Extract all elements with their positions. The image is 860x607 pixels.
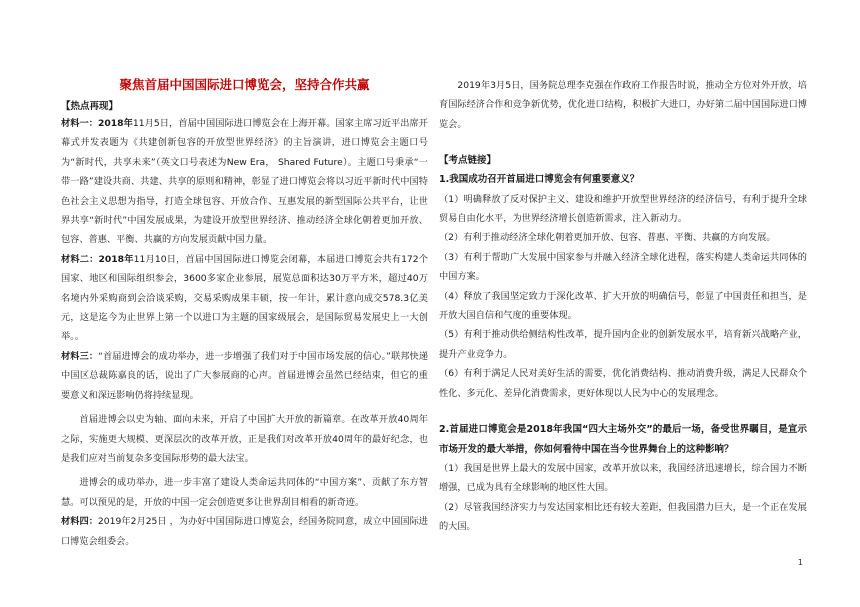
- q2-answer-1: （1）我国是世界上最大的发展中国家，改革开放以来，我国经济迅速增长，综合国力不断增强，已成为具有全球影响的地区性大国。: [439, 462, 807, 494]
- material-2-label: 材料二：2018年: [61, 253, 134, 265]
- left-column: [61, 76, 428, 551]
- material-3-label: 材料三：: [61, 350, 99, 362]
- exam-heading: 【考点链接】: [439, 155, 497, 167]
- q1-answer-3: （3）有利于帮助广大发展中国家参与并融入经济全球化进程，落实构建人类命运共同体的中国方案。: [439, 251, 807, 283]
- q1-answer-2: （2）有利于推动经济全球化朝着更加开放、包容、普惠、平衡、共赢的方向发展。: [439, 232, 776, 244]
- material-1: [61, 114, 428, 250]
- material-4-text: 2019年2月25日 ，为办好中国国际进口博览会，经国务院同意，成立中国国际进口博览会组委会。: [61, 516, 428, 547]
- question-1: 1.我国成功召开首届进口博览会有何重要意义？: [439, 174, 640, 186]
- q1-answer-1: （1）明确释放了反对保护主义、建设和维护开放型世界经济的经济信号，有利于提升全球贸易自由化水平，为世界经济增长创造新需求，注入新动力。: [439, 193, 807, 225]
- material-3-text: “首届进博会的成功举办，进一步增强了我们对于中国市场发展的信心。”联邦快递中国区总裁陈嘉良的话，说出了广大参展商的心声。首届进博会虽然已经结束，但它的重要意义和深远影响仍将持续显现。: [61, 350, 429, 401]
- material-2: [61, 250, 428, 347]
- material-1-label: 材料一：2018年: [61, 118, 133, 129]
- q1-answer-6: （6）有利于满足人民对美好生活的需要，优化消费结构、推动消费升级，满足人民群众个性化、多元化、差异化消费需求，更好体现以人民为中心的发展理念。: [439, 368, 807, 399]
- paragraph-china-plan: 进博会的成功举办，进一步丰富了建设人类命运共同体的“中国方案”、贡献了东方智慧。可以预见的是，开放的中国一定会创造更多让世界刮目相看的新奇迹。: [61, 477, 428, 508]
- q1-answer-5: （5）有利于推动供给侧结构性改革，提升国内企业的创新发展水平，培育新兴战略产业，提升产业竞争力。: [439, 329, 807, 360]
- premier-report-paragraph: 2019年3月5日，国务院总理李克强在作政府工作报告时说，推动全方位对外开放，培育国际经济合作和竞争新优势，优化进口结构，积极扩大进口，办好第二届中国国际进口博览会。: [439, 80, 807, 130]
- material-4: [61, 512, 428, 551]
- right-column: [439, 76, 807, 537]
- material-4-label: 材料四：: [61, 516, 98, 528]
- hot-heading: 【热点再现】: [61, 101, 119, 112]
- paragraph-open-chapter: 首届进博会以史为轴、面向未来，开启了中国扩大开放的新篇章。在改革开放40周年之际，实施更大规模、更深层次的改革开放，正是我们对改革开放40周年的最好纪念，也是我们应对当前复杂多变国际形势的最大法宝。: [61, 414, 428, 464]
- page-number: 1: [797, 558, 803, 567]
- document-title: 聚焦首届中国国际进口博览会，坚持合作共赢: [119, 77, 370, 92]
- question-2: 2.首届进口博览会是2018年我国“四大主场外交”的最后一场，备受世界瞩目，是宣示市场开发的最大举措，你如何看待中国在当今世界舞台上的这种影响？: [439, 424, 807, 455]
- material-2-text: 11月10日，首届中国国际进口博览会闭幕，本届进口博览会共有172个国家、地区和国际组织参会，3600多家企业参展，展览总面积达30万平方米，超过40万名境内外采购商到会洽谈采购，交易采购成果丰硕，按一年计，累计意向成交578.3亿美元，这是迄今为止世界上第一个以进口为主题的国家级展会，是国际贸易发展史上一大创举。。: [61, 253, 428, 343]
- material-3: [61, 347, 428, 405]
- material-1-text: 11月5日，首届中国国际进口博览会在上海开幕。国家主席习近平出席开幕式并发表题为《共建创新包容的开放型世界经济》的主旨演讲，进口博览会主题口号为“新时代，共享未来”（英文口号表述为New Era， Shared Future）。主题口号秉承“一带一路”建设共商、共建、共享的原则和精神，彰显了进口博览会将以习近平新时代中国特色社会主义思想为指导，打造全球包容、开放合作、互惠发展的新型国际公共平台，让世界共享“新时代”中国发展成果，为建设开放型世界经济、推动经济全球化朝着更加开放、包容、普惠、平衡、共赢的方向发展贡献中国力量。: [61, 118, 428, 246]
- q2-answer-2: （2）尽管我国经济实力与发达国家相比还有较大差距，但我国潜力巨大，是一个正在发展的大国。: [439, 501, 807, 533]
- q1-answer-4: （4）释放了我国坚定致力于深化改革、扩大开放的明确信号，彰显了中国责任和担当，是开放大国自信和气度的重要体现。: [439, 290, 807, 322]
